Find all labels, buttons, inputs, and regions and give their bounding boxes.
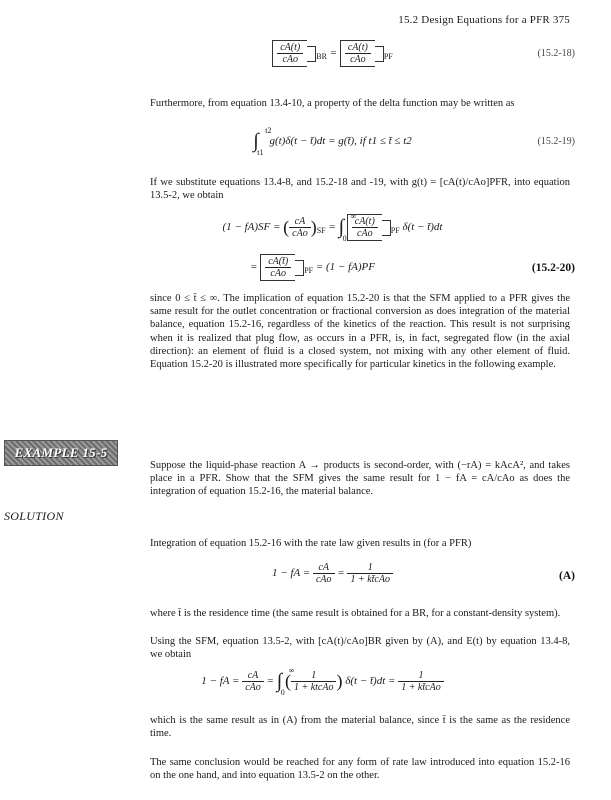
subscript: PF	[304, 266, 314, 276]
integral-upper: ∞	[288, 666, 295, 675]
frac-num: cA(t̄)	[265, 256, 291, 268]
paragraph: If we substitute equations 13.4-8, and 15.2-18 and -19, with g(t) = [cA(t)/cAo]PFR, into equation 13.5-2, we obtain	[150, 177, 570, 202]
subscript: PF	[390, 226, 400, 236]
solution-label: SOLUTION	[4, 509, 64, 523]
equation-B: 1 − fA = $\frac{cA}{\text{cAo}}$ = ∫ ∞ 0 ( $\frac{1}{\text{1 + ktcAo}}$ ) δ(t − t̄)dt = $\frac{1}{\text{1 + kt̄cAo}}$	[150, 664, 575, 706]
paragraph: Using the SFM, equation 13.5-2, with [cA(t)/cAo]BR given by (A), and E(t) by equation 13.4-8, we obtain	[150, 636, 570, 661]
paragraph: since 0 ≤ t̄ ≤ ∞. The implication of equation 15.2-20 is that the SFM applied to a PFR gives the same result for the outlet concentration or fractional conversion as does integration of the material balance, equation 15.2-16, regardless of the kinetics of the reaction. This result is not surprising when it is realized that plug flow, as occurs in a PFR, is, in fact, segregated flow (in the axial direction): an element of fluid is a closed system, not mixing with any other element of fluid. Equation 15.2-20 is illustrated more specifically for particular kinetics in the following example.	[150, 293, 570, 371]
equation-number: (15.2-18)	[537, 48, 575, 59]
paragraph: The same conclusion would be reached for any form of rate law introduced into equation 15.2-16 on the one hand, and into equation 13.5-2 on the other.	[150, 757, 570, 782]
integral-upper: ∞	[350, 212, 357, 221]
equation-15-2-19	[150, 116, 575, 162]
equation-15-2-20: (1 − fA)SF = ( $\frac{cA}{\text{cAo}}$ )$_{SF}$ = ∫ ∞ 0 $\frac{cA(t)}{\text{cAo}}$ $_{PF}$ δ(t − t̄)dt = $\frac{cA(t̄)}{\text{cAo}}$ $_{PF}$ = (1 − fA)PF (15.2-20)	[222, 212, 575, 279]
equation-number: (15.2-19)	[537, 136, 575, 147]
integral-lower: 0	[280, 688, 285, 697]
integral-lower: t1	[257, 148, 264, 157]
equals: =	[329, 47, 338, 60]
frac-den: cAo	[357, 228, 373, 239]
equals: =	[266, 675, 274, 688]
section-title: Design Equations for a PFR	[421, 14, 550, 26]
integral-sign: ∫ t2 t1	[253, 126, 272, 157]
integral-upper: t2	[265, 126, 272, 135]
equation-number: (A)	[559, 570, 575, 582]
equation-A	[150, 558, 575, 596]
paragraph: Integration of equation 15.2-16 with the rate law given results in (for a PFR)	[150, 538, 472, 549]
equals: =	[337, 567, 345, 580]
equation-number: (15.2-20)	[531, 262, 575, 274]
frac-num: cA(t)	[352, 216, 378, 228]
frac-num: 1	[291, 670, 337, 682]
frac-den: cAo	[270, 268, 286, 279]
integral-sign: ∫ ∞ 0	[338, 212, 357, 243]
example-statement: Suppose the liquid-phase reaction A → products is second-order, with (−rA) = kAcA², and takes place in a PFR. Show that the SFM gives the same result for 1 − fA = cA/cAo as does the integration of equation 15.2-16, the material balance.	[150, 460, 570, 498]
equation-15-2-18	[150, 36, 575, 76]
example-label: EXAMPLE 15-5	[14, 445, 108, 460]
eq-lhs: (1 − fA)SF =	[222, 221, 281, 234]
frac-den: cAo	[292, 228, 308, 239]
section-number: 15.2	[398, 14, 419, 26]
equals: =	[250, 261, 258, 274]
example-label-box	[4, 440, 118, 466]
equals: =	[328, 221, 336, 234]
frac-den: 1 + ktcAo	[293, 682, 334, 693]
eq-lhs: 1 − fA =	[201, 675, 240, 688]
paragraph: where t̄ is the residence time (the same result is obtained for a BR, for a constant-density system).	[150, 608, 561, 619]
subscript: SF	[316, 226, 326, 236]
integrand-tail: δ(t − t̄)dt =	[345, 675, 396, 688]
integral-sign: ∫ ∞ 0	[276, 666, 295, 697]
frac-den: cAo	[315, 574, 332, 585]
page-number: 375	[552, 14, 570, 26]
paragraph: Furthermore, from equation 13.4-10, a property of the delta function may be written as	[150, 98, 515, 109]
frac-num: cA	[242, 670, 264, 682]
frac-num: cA	[313, 562, 335, 574]
frac-den: cAo	[350, 54, 366, 65]
integral-lower: 0	[342, 234, 347, 243]
frac-num: 1	[398, 670, 444, 682]
paragraph: which is the same result as in (A) from the material balance, since t̄ is the same as the residence time.	[150, 715, 570, 740]
frac-den: 1 + kt̄cAo	[350, 574, 390, 585]
frac-num: cA	[289, 216, 311, 228]
frac-num: cA(t)	[277, 42, 303, 54]
subscript: PF	[383, 52, 393, 62]
integral-body: g(t)δ(t − t̄)dt = g(t̄), if t1 ≤ t̄ ≤ t2	[269, 135, 412, 148]
integrand-tail: δ(t − t̄)dt	[402, 221, 443, 234]
page-header	[0, 14, 570, 26]
frac-num: cA(t)	[345, 42, 371, 54]
eq-rhs: = (1 − fA)PF	[315, 261, 375, 274]
subscript: BR	[316, 52, 327, 62]
frac-den: 1 + kt̄cAo	[401, 682, 441, 693]
frac-den: cAo	[245, 682, 261, 693]
eq-lhs: 1 − fA =	[272, 567, 311, 580]
frac-num: 1	[347, 562, 393, 574]
frac-den: cAo	[282, 54, 298, 65]
